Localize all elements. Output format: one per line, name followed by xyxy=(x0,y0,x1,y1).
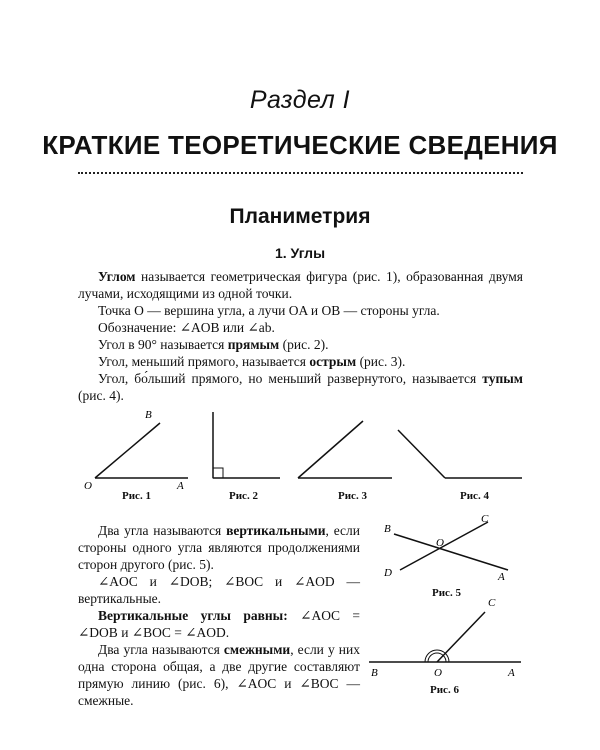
term-angle: Углом xyxy=(98,269,136,284)
label-c: C xyxy=(481,513,489,525)
vertical-theorem: Вертикальные углы равны: ∠AOC = ∠DOB и ∠BOC = ∠AOD. xyxy=(78,608,360,640)
figure-2-caption: Рис. 2 xyxy=(229,490,258,502)
vertical-angles-text xyxy=(78,522,360,709)
arc-angle-inner xyxy=(428,653,446,662)
vertex-paragraph: Точка O — вершина угла, а лучи OA и OB — стороны угла. xyxy=(98,303,440,318)
dotted-divider xyxy=(78,172,523,174)
acute-angle-paragraph: Угол, меньший прямого, называется острым (рис. 3). xyxy=(98,354,406,369)
label-c: C xyxy=(488,597,496,609)
figure-6-adjacent-angles xyxy=(365,592,525,682)
figure-4-caption: Рис. 4 xyxy=(460,490,489,502)
notation-paragraph: Обозначение: ∠AOB или ∠ab. xyxy=(98,320,275,335)
subject-heading: Планиметрия xyxy=(229,205,371,228)
vertical-definition: Два угла называются вертикальными, если стороны одного угла являются продолжениями сторон другого (рис. 5). xyxy=(78,523,360,572)
label-o: O xyxy=(436,537,444,549)
inclined-ray xyxy=(398,430,445,478)
label-o: O xyxy=(84,480,92,490)
chapter-heading: 1. Углы xyxy=(274,245,326,261)
label-b: B xyxy=(145,409,152,421)
intro-text xyxy=(78,268,523,404)
figure-1-angle xyxy=(80,405,200,490)
right-angle-mark xyxy=(213,468,223,478)
page-title: КРАТКИЕ ТЕОРЕТИЧЕСКИЕ СВЕДЕНИЯ xyxy=(42,130,558,160)
label-b: B xyxy=(384,523,391,535)
figure-2-right-angle xyxy=(205,405,285,490)
right-angle-paragraph: Угол в 90° называется прямым (рис. 2). xyxy=(98,337,329,352)
obtuse-angle-paragraph: Угол, бо́льший прямого, но меньший развернутого, называется тупым (рис. 4). xyxy=(78,371,523,403)
definition-paragraph: Углом называется геометрическая фигура (рис. 1), образованная двумя лучами, исходящими из одной точки. xyxy=(78,269,523,301)
ray-oc xyxy=(437,612,485,662)
figure-4-obtuse-angle xyxy=(395,405,525,490)
figure-5-caption: Рис. 5 xyxy=(432,587,461,599)
figure-1-caption: Рис. 1 xyxy=(122,490,151,502)
label-b: B xyxy=(371,667,378,679)
label-a: A xyxy=(498,571,505,583)
label-o: O xyxy=(434,667,442,679)
label-a: A xyxy=(177,480,184,490)
figure-3-acute-angle xyxy=(295,405,395,490)
figure-6-caption: Рис. 6 xyxy=(430,684,459,696)
line-dc xyxy=(400,522,488,570)
label-a: A xyxy=(508,667,515,679)
adjacent-definition: Два угла называются смежными, если у них одна сторона общая, а две другие составляют прямую линию (рис. 6), ∠AOC и ∠BOC — смежные. xyxy=(78,642,360,708)
vertical-examples: ∠AOC и ∠DOB; ∠BOC и ∠AOD — вертикальные. xyxy=(78,574,360,606)
section-heading: Раздел I xyxy=(249,86,351,114)
ray-ob xyxy=(95,423,160,478)
figure-3-caption: Рис. 3 xyxy=(338,490,367,502)
label-d: D xyxy=(384,567,392,579)
inclined-ray xyxy=(298,421,363,478)
figure-5-vertical-angles xyxy=(370,510,520,590)
